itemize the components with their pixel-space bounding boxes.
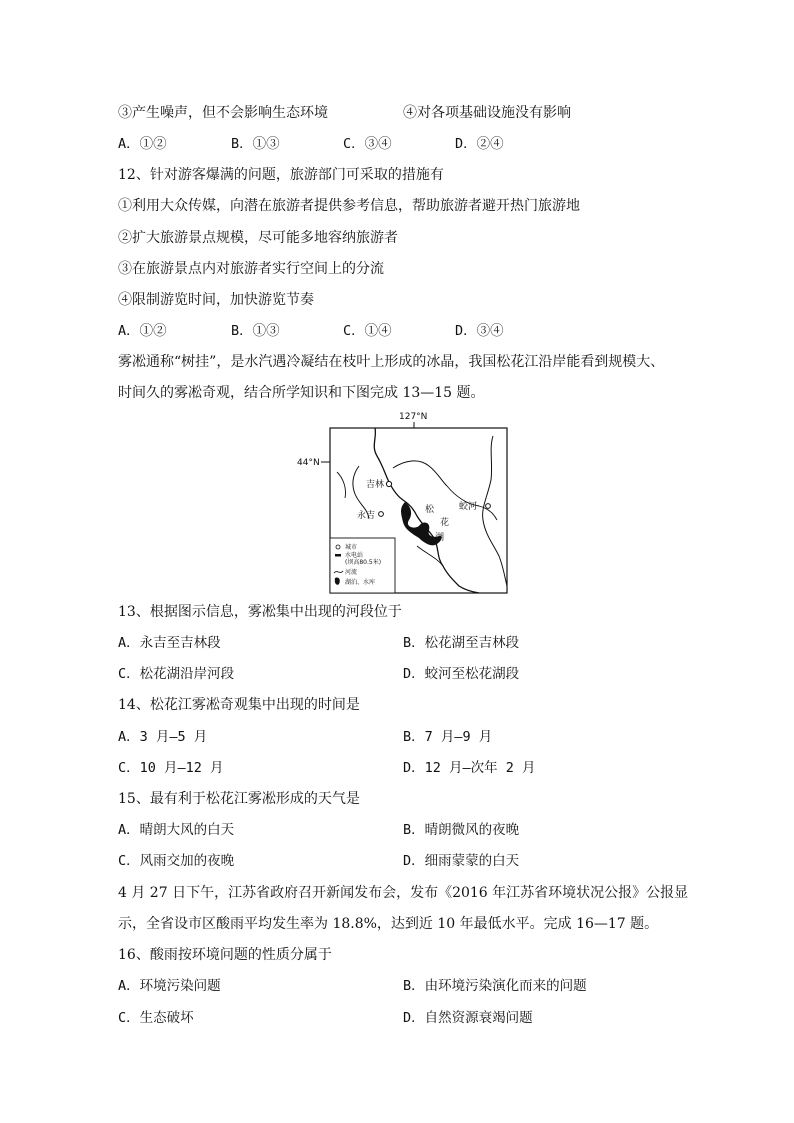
q12-choice-d: D．③④ xyxy=(455,323,504,339)
east-river xyxy=(483,436,507,586)
legend-city-icon xyxy=(336,545,340,549)
legend-lake: 湖泊、水库 xyxy=(345,579,376,586)
legend-dam: 水电站 xyxy=(345,552,364,559)
lake-label-2: 花 xyxy=(440,518,450,528)
yongji-city-marker xyxy=(379,512,384,517)
lake-label-3: 湖 xyxy=(435,533,445,543)
q12-item-4: ④限制游览时间，加快游览节奏 xyxy=(118,292,314,308)
q13-choice-d: D．蛟河至松花湖段 xyxy=(403,666,520,682)
q15-choice-c: C．风雨交加的夜晚 xyxy=(118,853,235,869)
q11-choice-d: D．②④ xyxy=(455,136,504,152)
legend-city: 城市 xyxy=(345,544,358,551)
q16-choice-b: B．由环境污染演化而来的问题 xyxy=(403,978,587,994)
q15-stem: 15、最有利于松花江雾凇形成的天气是 xyxy=(118,791,360,807)
passage2-line-2: 示，全省设市区酸雨平均发生率为 18.8%，达到近 10 年最低水平。完成 16—17 题。 xyxy=(118,916,659,932)
city-label-jilin: 吉林 xyxy=(366,480,385,490)
longitude-label: 127°N xyxy=(399,412,428,422)
legend-river: 河流 xyxy=(345,569,358,576)
jilin-city-marker xyxy=(386,481,391,486)
q14-choice-a: A．3 月—5 月 xyxy=(118,729,208,745)
q14-choice-d: D．12 月—次年 2 月 xyxy=(403,760,536,776)
q12-item-1: ①利用大众传媒，向潜在旅游者提供参考信息，帮助旅游者避开热门旅游地 xyxy=(118,198,580,214)
q16-choice-c: C．生态破坏 xyxy=(118,1010,194,1026)
passage1-line-1: 雾凇通称“树挂”，是水汽遇冷凝结在枝叶上形成的冰晶，我国松花江沿岸能看到规模大、 xyxy=(118,354,665,370)
q12-item-3: ③在旅游景点内对旅游者实行空间上的分流 xyxy=(118,261,384,277)
q13-stem: 13、根据图示信息，雾凇集中出现的河段位于 xyxy=(118,604,402,620)
lake-label-1: 松 xyxy=(425,505,435,515)
q13-choice-a: A．永吉至吉林段 xyxy=(118,635,221,651)
q15-choice-a: A．晴朗大风的白天 xyxy=(118,822,235,838)
latitude-label: 44°N xyxy=(297,458,320,468)
passage1-line-2: 时间久的雾凇奇观，结合所学知识和下图完成 13—15 题。 xyxy=(118,385,485,401)
q15-choice-d: D．细雨蒙蒙的白天 xyxy=(403,853,520,869)
q16-choice-a: A．环境污染问题 xyxy=(118,978,221,994)
q13-choice-c: C．松花湖沿岸河段 xyxy=(118,666,235,682)
q11-choice-b: B．①③ xyxy=(231,136,280,152)
city-label-jiaohe: 蛟河 xyxy=(459,502,478,512)
q15-choice-b: B．晴朗微风的夜晚 xyxy=(403,822,520,838)
q14-choice-c: C．10 月—12 月 xyxy=(118,760,224,776)
q14-stem: 14、松花江雾凇奇观集中出现的时间是 xyxy=(118,697,360,713)
passage2-line-1: 4 月 27 日下午，江苏省政府召开新闻发布会，发布《2016 年江苏省环境状况公报》公报显 xyxy=(118,885,689,901)
songhua-river-map xyxy=(297,408,509,594)
city-label-yongji: 永吉 xyxy=(357,511,376,521)
q11-option-3: ③产生噪声，但不会影响生态环境 xyxy=(118,105,328,121)
q11-choice-a: A．①② xyxy=(118,136,167,152)
q12-item-2: ②扩大旅游景点规模，尽可能多地容纳旅游者 xyxy=(118,230,398,246)
q12-stem: 12、针对游客爆满的问题，旅游部门可采取的措施有 xyxy=(118,167,444,183)
jiaohe-city-marker xyxy=(486,504,491,509)
legend-dam-height: (坝高80.5米) xyxy=(345,559,382,566)
q11-choice-c: C．③④ xyxy=(343,136,392,152)
q11-option-4: ④对各项基础设施没有影响 xyxy=(403,105,571,121)
q13-choice-b: B．松花湖至吉林段 xyxy=(403,635,520,651)
north-tributary xyxy=(393,461,447,486)
q12-choice-c: C．①④ xyxy=(343,323,392,339)
q12-choice-b: B．①③ xyxy=(231,323,280,339)
legend-dam-icon xyxy=(335,554,341,557)
q16-choice-d: D．自然资源衰竭问题 xyxy=(403,1010,533,1026)
q14-choice-b: B．7 月—9 月 xyxy=(403,729,493,745)
q12-choice-a: A．①② xyxy=(118,323,167,339)
q16-stem: 16、酸雨按环境问题的性质分属于 xyxy=(118,947,332,963)
